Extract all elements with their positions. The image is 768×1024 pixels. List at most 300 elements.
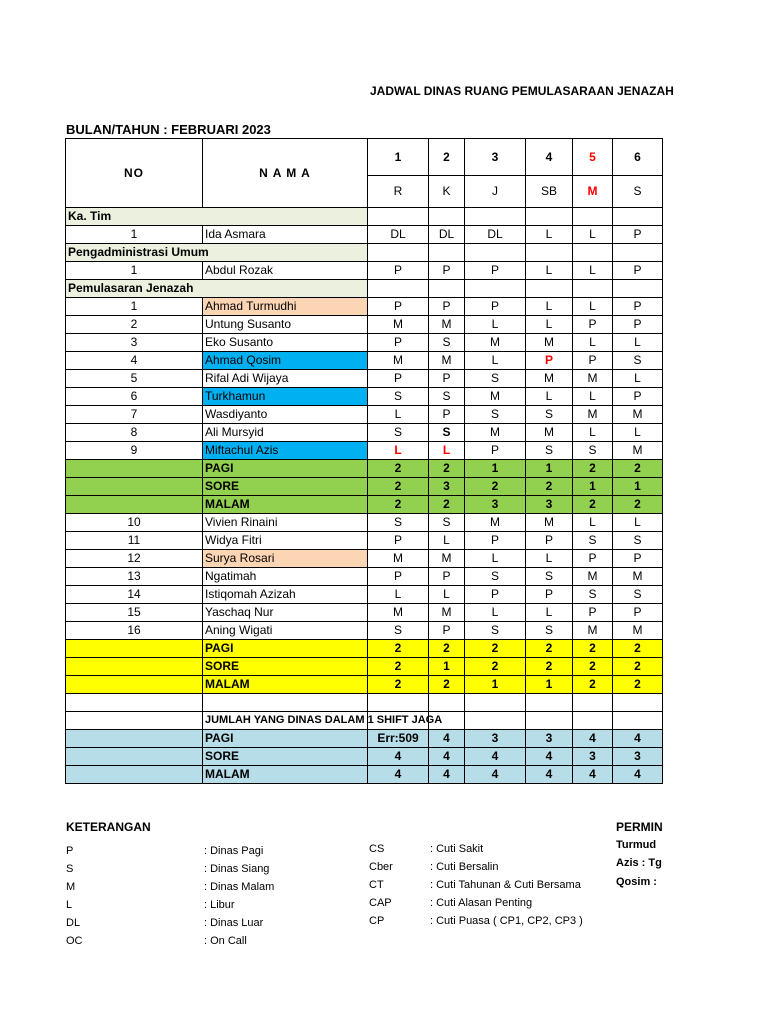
- summary-cell: 2: [573, 460, 613, 478]
- empty-cell: [368, 694, 429, 712]
- empty-cell: [613, 208, 663, 226]
- shift-cell: S: [429, 388, 465, 406]
- summary-cell: 3: [573, 748, 613, 766]
- shift-cell: P: [573, 352, 613, 370]
- jumlah-row: [66, 712, 663, 730]
- header-row-days: [66, 139, 663, 176]
- legend-code: DL: [66, 917, 81, 929]
- legend-code: S: [66, 863, 74, 875]
- legend-code: CAP: [369, 897, 392, 909]
- empty-cell: [573, 208, 613, 226]
- empty-cell: [66, 730, 203, 748]
- summary-cell: 4: [465, 766, 526, 784]
- person-row: [66, 424, 663, 442]
- empty-cell: [573, 712, 613, 730]
- person-row: [66, 316, 663, 334]
- summary-cell: 2: [573, 640, 613, 658]
- empty-cell: [465, 244, 526, 262]
- person-name: Istiqomah Azizah: [203, 586, 368, 604]
- summary-row: [66, 748, 663, 766]
- shift-cell: P: [613, 262, 663, 280]
- person-row: [66, 388, 663, 406]
- summary-cell: 2: [429, 676, 465, 694]
- shift-cell: S: [526, 406, 573, 424]
- row-no: 12: [66, 550, 203, 568]
- legend-code: L: [66, 899, 73, 911]
- summary-cell: 2: [465, 658, 526, 676]
- shift-cell: L: [573, 514, 613, 532]
- person-name: Wasdiyanto: [203, 406, 368, 424]
- weekday-1: R: [368, 176, 429, 208]
- day-5: 5: [573, 139, 613, 176]
- shift-cell: L: [573, 298, 613, 316]
- day-4: 4: [526, 139, 573, 176]
- shift-cell: M: [465, 388, 526, 406]
- row-no: 4: [66, 352, 203, 370]
- row-no: 3: [66, 334, 203, 352]
- empty-cell: [613, 712, 663, 730]
- person-row: [66, 514, 663, 532]
- shift-cell: P: [368, 262, 429, 280]
- person-row: [66, 352, 663, 370]
- shift-cell: L: [526, 262, 573, 280]
- shift-cell: L: [613, 370, 663, 388]
- shift-cell: S: [465, 568, 526, 586]
- summary-cell: 2: [368, 496, 429, 514]
- row-no: 1: [66, 298, 203, 316]
- summary-cell: 3: [429, 478, 465, 496]
- shift-cell: L: [526, 388, 573, 406]
- shift-cell: M: [368, 550, 429, 568]
- shift-cell: M: [429, 352, 465, 370]
- shift-cell: L: [368, 442, 429, 460]
- shift-cell: P: [429, 622, 465, 640]
- summary-row: [66, 658, 663, 676]
- summary-cell: 2: [465, 640, 526, 658]
- shift-cell: M: [613, 442, 663, 460]
- summary-cell: 4: [613, 766, 663, 784]
- shift-cell: M: [613, 406, 663, 424]
- empty-cell: [368, 280, 429, 298]
- shift-cell: S: [613, 532, 663, 550]
- legend-desc: : Cuti Sakit: [430, 843, 484, 855]
- blank-row: [66, 694, 663, 712]
- empty-cell: [613, 244, 663, 262]
- shift-cell: S: [429, 514, 465, 532]
- summary-row: [66, 460, 663, 478]
- summary-cell: 2: [526, 478, 573, 496]
- shift-cell: P: [526, 532, 573, 550]
- summary-cell: 3: [526, 730, 573, 748]
- empty-cell: [429, 280, 465, 298]
- shift-cell: L: [573, 226, 613, 244]
- shift-cell: S: [526, 622, 573, 640]
- permintaan-title: PERMIN: [616, 820, 663, 834]
- shift-cell: P: [465, 442, 526, 460]
- summary-cell: 2: [368, 478, 429, 496]
- empty-cell: [526, 244, 573, 262]
- summary-cell: 2: [368, 676, 429, 694]
- row-no: 13: [66, 568, 203, 586]
- shift-cell: S: [368, 514, 429, 532]
- summary-cell: 2: [573, 496, 613, 514]
- shift-cell: L: [465, 316, 526, 334]
- shift-cell: P: [526, 352, 573, 370]
- shift-cell: L: [368, 586, 429, 604]
- row-no: 16: [66, 622, 203, 640]
- summary-cell: 2: [613, 640, 663, 658]
- shift-cell: P: [613, 316, 663, 334]
- summary-cell: 4: [368, 766, 429, 784]
- legend-desc: : On Call: [204, 935, 247, 947]
- shift-cell: P: [465, 532, 526, 550]
- summary-cell: 2: [429, 496, 465, 514]
- row-no: 9: [66, 442, 203, 460]
- summary-cell: 1: [465, 460, 526, 478]
- summary-cell: 3: [465, 730, 526, 748]
- empty-cell: [465, 694, 526, 712]
- summary-label: PAGI: [203, 460, 368, 478]
- shift-cell: P: [368, 532, 429, 550]
- shift-cell: M: [368, 604, 429, 622]
- summary-cell: 3: [465, 496, 526, 514]
- shift-cell: M: [368, 316, 429, 334]
- shift-cell: P: [368, 334, 429, 352]
- summary-cell: 4: [613, 730, 663, 748]
- shift-cell: S: [613, 352, 663, 370]
- keterangan-title: KETERANGAN: [66, 820, 151, 834]
- shift-cell: L: [613, 424, 663, 442]
- summary-cell: 1: [465, 676, 526, 694]
- page-title: JADWAL DINAS RUANG PEMULASARAAN JENAZAH: [370, 84, 674, 98]
- summary-cell: 1: [573, 478, 613, 496]
- shift-cell: S: [613, 586, 663, 604]
- summary-cell: 1: [429, 658, 465, 676]
- person-name: Ali Mursyid: [203, 424, 368, 442]
- shift-cell: M: [368, 352, 429, 370]
- person-name: Miftachul Azis: [203, 442, 368, 460]
- summary-cell: 2: [526, 658, 573, 676]
- summary-cell: 4: [465, 748, 526, 766]
- shift-cell: P: [465, 298, 526, 316]
- legend-desc: : Dinas Siang: [204, 863, 270, 875]
- empty-cell: [429, 694, 465, 712]
- person-name: Ahmad Qosim: [203, 352, 368, 370]
- row-no: 11: [66, 532, 203, 550]
- shift-cell: L: [429, 532, 465, 550]
- summary-cell: 2: [613, 676, 663, 694]
- person-name: Surya Rosari: [203, 550, 368, 568]
- person-row: [66, 568, 663, 586]
- weekday-3: J: [465, 176, 526, 208]
- summary-row: [66, 730, 663, 748]
- weekday-5: M: [573, 176, 613, 208]
- empty-cell: [573, 244, 613, 262]
- shift-cell: S: [429, 424, 465, 442]
- row-no: 7: [66, 406, 203, 424]
- empty-cell: [66, 496, 203, 514]
- legend-desc: : Dinas Malam: [204, 881, 275, 893]
- shift-cell: S: [573, 532, 613, 550]
- shift-cell: M: [526, 334, 573, 352]
- person-row: [66, 532, 663, 550]
- shift-cell: S: [573, 586, 613, 604]
- legend-code: CT: [369, 879, 384, 891]
- shift-cell: M: [573, 568, 613, 586]
- shift-cell: L: [526, 298, 573, 316]
- summary-cell: 2: [613, 496, 663, 514]
- shift-cell: DL: [368, 226, 429, 244]
- person-name: Abdul Rozak: [203, 262, 368, 280]
- section-label: Ka. Tim: [66, 208, 368, 226]
- person-row: [66, 334, 663, 352]
- row-no: 5: [66, 370, 203, 388]
- schedule-table: [65, 138, 663, 784]
- shift-cell: M: [613, 568, 663, 586]
- shift-cell: P: [526, 586, 573, 604]
- summary-label: MALAM: [203, 496, 368, 514]
- empty-cell: [66, 712, 203, 730]
- shift-cell: P: [613, 298, 663, 316]
- summary-row: [66, 478, 663, 496]
- summary-row: [66, 676, 663, 694]
- row-no: 8: [66, 424, 203, 442]
- person-name: Untung Susanto: [203, 316, 368, 334]
- shift-cell: P: [429, 406, 465, 424]
- person-row: [66, 622, 663, 640]
- shift-cell: S: [368, 622, 429, 640]
- shift-cell: S: [465, 370, 526, 388]
- summary-cell: 2: [573, 676, 613, 694]
- summary-cell: 4: [526, 748, 573, 766]
- summary-cell: 3: [613, 748, 663, 766]
- shift-cell: L: [613, 334, 663, 352]
- empty-cell: [66, 658, 203, 676]
- summary-cell: 4: [429, 730, 465, 748]
- summary-cell: 4: [573, 766, 613, 784]
- shift-cell: L: [368, 406, 429, 424]
- person-name: Turkhamun: [203, 388, 368, 406]
- shift-cell: P: [613, 226, 663, 244]
- shift-cell: M: [429, 604, 465, 622]
- person-row: [66, 262, 663, 280]
- shift-cell: P: [573, 550, 613, 568]
- summary-cell: 2: [368, 640, 429, 658]
- shift-cell: L: [573, 262, 613, 280]
- summary-row: [66, 496, 663, 514]
- shift-cell: M: [429, 550, 465, 568]
- section-row: [66, 208, 663, 226]
- shift-cell: S: [368, 424, 429, 442]
- permintaan-line: Turmud: [616, 839, 657, 851]
- person-name: Ngatimah: [203, 568, 368, 586]
- shift-cell: S: [429, 334, 465, 352]
- day-6: 6: [613, 139, 663, 176]
- shift-cell: M: [429, 316, 465, 334]
- section-label: Pemulasaran Jenazah: [66, 280, 368, 298]
- legend-desc: : Cuti Bersalin: [430, 861, 499, 873]
- legend-desc: : Libur: [204, 899, 235, 911]
- row-no: 10: [66, 514, 203, 532]
- empty-cell: [526, 712, 573, 730]
- empty-cell: [429, 208, 465, 226]
- shift-cell: S: [465, 622, 526, 640]
- shift-cell: M: [465, 334, 526, 352]
- person-row: [66, 586, 663, 604]
- legend-desc: : Cuti Puasa ( CP1, CP2, CP3 ): [430, 915, 583, 927]
- summary-cell: 2: [465, 478, 526, 496]
- person-name: Yaschaq Nur: [203, 604, 368, 622]
- summary-row: [66, 640, 663, 658]
- person-name: Aning Wigati: [203, 622, 368, 640]
- summary-cell: 2: [573, 658, 613, 676]
- summary-row: [66, 766, 663, 784]
- summary-cell: 2: [613, 460, 663, 478]
- shift-cell: L: [573, 334, 613, 352]
- person-row: [66, 550, 663, 568]
- shift-cell: M: [465, 514, 526, 532]
- summary-cell: Err:509: [368, 730, 429, 748]
- legend-code: CP: [369, 915, 385, 927]
- shift-cell: P: [368, 298, 429, 316]
- shift-cell: P: [429, 262, 465, 280]
- shift-cell: M: [573, 406, 613, 424]
- header-no: NO: [66, 139, 203, 208]
- row-no: 1: [66, 226, 203, 244]
- person-name: Ahmad Turmudhi: [203, 298, 368, 316]
- summary-cell: 3: [526, 496, 573, 514]
- shift-cell: L: [613, 514, 663, 532]
- summary-cell: 4: [429, 766, 465, 784]
- header-nama: N A M A: [203, 139, 368, 208]
- shift-cell: P: [429, 298, 465, 316]
- empty-cell: [66, 766, 203, 784]
- person-row: [66, 406, 663, 424]
- shift-cell: L: [429, 586, 465, 604]
- weekday-6: S: [613, 176, 663, 208]
- person-row: [66, 604, 663, 622]
- empty-cell: [429, 244, 465, 262]
- shift-cell: P: [465, 586, 526, 604]
- summary-label: SORE: [203, 748, 368, 766]
- summary-cell: 1: [613, 478, 663, 496]
- shift-cell: M: [573, 622, 613, 640]
- legend-desc: : Cuti Tahunan & Cuti Bersama: [430, 879, 581, 891]
- empty-cell: [465, 208, 526, 226]
- legend-code: CS: [369, 843, 385, 855]
- section-row: [66, 244, 663, 262]
- shift-cell: P: [613, 388, 663, 406]
- shift-cell: M: [573, 370, 613, 388]
- shift-cell: M: [526, 514, 573, 532]
- summary-cell: 2: [613, 658, 663, 676]
- row-no: 2: [66, 316, 203, 334]
- summary-label: PAGI: [203, 730, 368, 748]
- empty-cell: [573, 694, 613, 712]
- summary-label: PAGI: [203, 640, 368, 658]
- shift-cell: L: [429, 442, 465, 460]
- empty-cell: [465, 712, 526, 730]
- permintaan-line: Qosim :: [616, 876, 657, 888]
- shift-cell: DL: [429, 226, 465, 244]
- empty-cell: [613, 694, 663, 712]
- legend-code: OC: [66, 935, 83, 947]
- shift-cell: S: [526, 568, 573, 586]
- empty-cell: [66, 676, 203, 694]
- shift-cell: L: [465, 352, 526, 370]
- empty-cell: [203, 694, 368, 712]
- legend-desc: : Dinas Pagi: [204, 845, 264, 857]
- summary-cell: 2: [429, 640, 465, 658]
- shift-cell: L: [526, 316, 573, 334]
- shift-cell: M: [465, 424, 526, 442]
- person-name: Ida Asmara: [203, 226, 368, 244]
- shift-cell: P: [429, 568, 465, 586]
- summary-cell: 4: [429, 748, 465, 766]
- shift-cell: S: [368, 388, 429, 406]
- schedule-grid: [65, 138, 768, 784]
- shift-cell: P: [613, 550, 663, 568]
- shift-cell: P: [573, 604, 613, 622]
- person-name: Eko Susanto: [203, 334, 368, 352]
- person-name: Widya Fitri: [203, 532, 368, 550]
- legend-code: P: [66, 845, 74, 857]
- person-row: [66, 370, 663, 388]
- row-no: 6: [66, 388, 203, 406]
- row-no: 14: [66, 586, 203, 604]
- summary-label: MALAM: [203, 766, 368, 784]
- permintaan-line: Azis : Tg: [616, 857, 662, 869]
- empty-cell: [66, 460, 203, 478]
- shift-cell: S: [573, 442, 613, 460]
- shift-cell: L: [573, 388, 613, 406]
- shift-cell: P: [465, 262, 526, 280]
- summary-cell: 4: [526, 766, 573, 784]
- legend-code: Cber: [369, 861, 393, 873]
- shift-cell: M: [613, 622, 663, 640]
- row-no: 1: [66, 262, 203, 280]
- summary-label: SORE: [203, 658, 368, 676]
- shift-cell: P: [368, 370, 429, 388]
- legend-code: M: [66, 881, 76, 893]
- empty-cell: [573, 280, 613, 298]
- jumlah-label: JUMLAH YANG DINAS DALAM 1 SHIFT JAGA: [203, 712, 368, 730]
- shift-cell: S: [465, 406, 526, 424]
- legend-desc: : Dinas Luar: [204, 917, 264, 929]
- empty-cell: [526, 208, 573, 226]
- empty-cell: [368, 244, 429, 262]
- shift-cell: L: [465, 550, 526, 568]
- empty-cell: [66, 640, 203, 658]
- shift-cell: L: [465, 604, 526, 622]
- empty-cell: [526, 280, 573, 298]
- summary-label: SORE: [203, 478, 368, 496]
- empty-cell: [66, 478, 203, 496]
- day-1: 1: [368, 139, 429, 176]
- summary-cell: 2: [526, 640, 573, 658]
- shift-cell: L: [526, 550, 573, 568]
- row-no: 15: [66, 604, 203, 622]
- summary-cell: 2: [368, 658, 429, 676]
- summary-cell: 2: [368, 460, 429, 478]
- summary-label: MALAM: [203, 676, 368, 694]
- person-name: Vivien Rinaini: [203, 514, 368, 532]
- empty-cell: [613, 280, 663, 298]
- section-row: [66, 280, 663, 298]
- empty-cell: [66, 694, 203, 712]
- weekday-4: SB: [526, 176, 573, 208]
- shift-cell: P: [368, 568, 429, 586]
